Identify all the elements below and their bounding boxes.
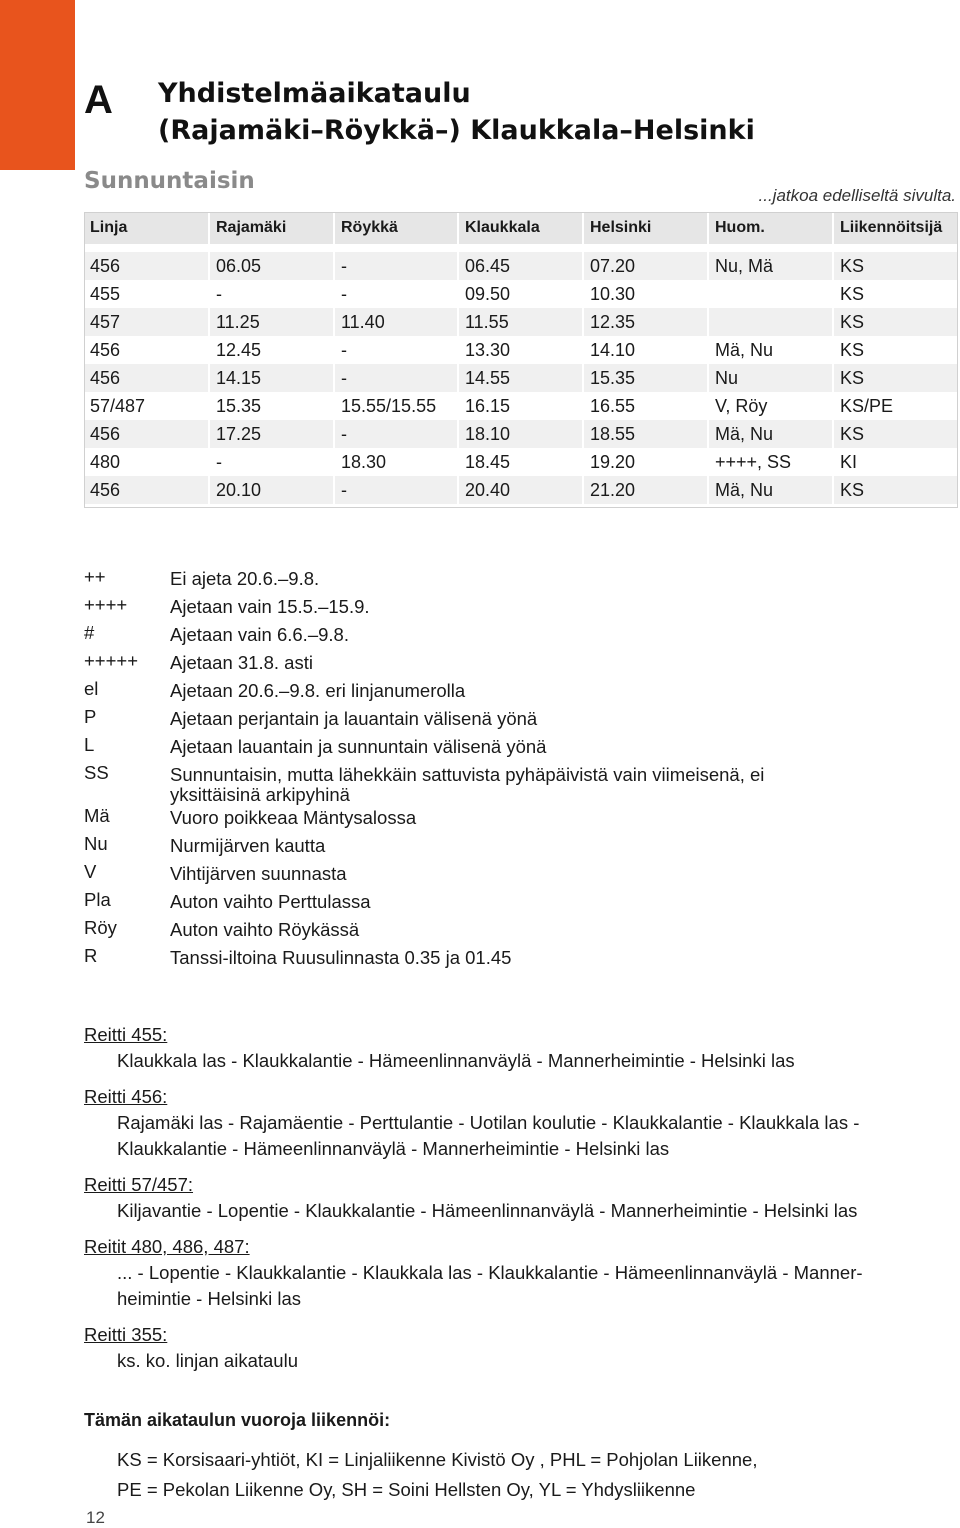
column-header: Liikennöitsijä (833, 212, 958, 244)
legend-item (84, 861, 830, 889)
operators-line-1: KS = Korsisaari-yhtiöt, KI = Linjaliikenne Kivistö Oy , PHL = Pohjolan Liikenne, (117, 1449, 758, 1470)
route-text: Rajamäki las - Rajamäentie - Perttulantie - Uotilan koulutie - Klaukkalantie - Klaukkala las - Klaukkalantie - Hämeenlinnanväylä - Mannerheimintie - Helsinki las (117, 1112, 860, 1159)
legend-key: SS (84, 762, 109, 783)
table-cell: 11.40 (334, 308, 458, 336)
table-cell: Mä, Nu (708, 420, 833, 448)
title-line-2: (Rajamäki–Röykkä–) Klaukkala–Helsinki (158, 115, 755, 146)
legend-key: Nu (84, 833, 108, 854)
legend-text: Tanssi-iltoina Ruusulinnasta 0.35 ja 01.45 (170, 947, 512, 968)
table-cell: KS (833, 364, 958, 392)
legend-key: P (84, 706, 97, 727)
route-heading: Reitti 456: (84, 1086, 168, 1107)
timetable-header (84, 212, 958, 244)
table-cell: - (209, 448, 334, 476)
column-header: Rajamäki (209, 212, 334, 244)
timetable (84, 212, 959, 504)
legend-item (84, 650, 830, 678)
legend-item (84, 622, 830, 650)
legend-key: R (84, 945, 98, 966)
table-cell: KI (833, 448, 958, 476)
legend-item (84, 734, 830, 762)
table-cell: KS/PE (833, 392, 958, 420)
table-cell: 13.30 (458, 336, 583, 364)
route-text: ... - Lopentie - Klaukkalantie - Klaukkala las - Klaukkalantie - Hämeenlinnanväylä - Manner- heimintie - Helsinki las (117, 1262, 863, 1309)
table-cell: - (334, 364, 458, 392)
table-cell: 10.30 (583, 280, 708, 308)
legend-text: Ajetaan vain 6.6.–9.8. (170, 624, 349, 645)
table-cell: 09.50 (458, 280, 583, 308)
table-row (84, 476, 958, 504)
section-tab (0, 0, 75, 170)
legend-text: Ei ajeta 20.6.–9.8. (170, 568, 320, 589)
table-cell: 14.15 (209, 364, 334, 392)
legend-key: ++++ (84, 594, 128, 615)
table-cell: - (334, 252, 458, 280)
page-number: 12 (86, 1508, 105, 1527)
table-cell: KS (833, 476, 958, 504)
continuation-note: ...jatkoa edelliseltä sivulta. (758, 186, 956, 205)
table-cell: 12.35 (583, 308, 708, 336)
legend-item (84, 706, 830, 734)
legend-item (84, 805, 830, 833)
route-heading: Reitit 480, 486, 487: (84, 1236, 250, 1257)
table-cell: - (334, 476, 458, 504)
table-cell: 18.45 (458, 448, 583, 476)
legend-key: L (84, 734, 95, 755)
table-row (84, 308, 958, 336)
table-cell: 14.10 (583, 336, 708, 364)
table-cell: 457 (84, 308, 209, 336)
table-cell: 19.20 (583, 448, 708, 476)
table-cell: KS (833, 336, 958, 364)
legend-key: ++ (84, 566, 106, 587)
table-row (84, 336, 958, 364)
route-block (84, 1084, 954, 1162)
legend-key: V (84, 861, 97, 882)
table-spacer (84, 244, 958, 252)
legend-key: el (84, 678, 99, 699)
table-cell: - (334, 336, 458, 364)
route-block (84, 1022, 954, 1074)
table-cell: 16.55 (583, 392, 708, 420)
table-cell: 18.30 (334, 448, 458, 476)
legend-text: Ajetaan 20.6.–9.8. eri linjanumerolla (170, 680, 466, 701)
legend-text: Auton vaihto Perttulassa (170, 891, 371, 912)
table-cell: 15.35 (209, 392, 334, 420)
legend-item (84, 833, 830, 861)
table-cell: 456 (84, 420, 209, 448)
table-cell: 456 (84, 476, 209, 504)
table-row (84, 280, 958, 308)
table-cell: Mä, Nu (708, 336, 833, 364)
route-heading: Reitti 355: (84, 1324, 168, 1345)
table-cell: KS (833, 308, 958, 336)
table-cell: - (334, 280, 458, 308)
table-row (84, 448, 958, 476)
table-cell: Nu (708, 364, 833, 392)
column-header: Klaukkala (458, 212, 583, 244)
table-cell: 455 (84, 280, 209, 308)
table-cell: 480 (84, 448, 209, 476)
legend-text: Ajetaan lauantain ja sunnuntain välisenä yönä (170, 736, 547, 757)
column-header: Linja (84, 212, 209, 244)
table-cell (708, 308, 833, 336)
route-text: ks. ko. linjan aikataulu (117, 1350, 298, 1371)
legend-key: Röy (84, 917, 117, 938)
table-cell: 11.55 (458, 308, 583, 336)
route-descriptions (84, 1022, 954, 1384)
table-cell: 17.25 (209, 420, 334, 448)
legend-text: Sunnuntaisin, mutta lähekkäin sattuvista pyhäpäivistä vain viimeisenä, ei yksittäisinä arkipyhinä (170, 764, 765, 805)
table-cell: KS (833, 252, 958, 280)
legend-notes (84, 566, 830, 973)
column-header: Helsinki (583, 212, 708, 244)
legend-text: Vihtijärven suunnasta (170, 863, 347, 884)
table-cell: 14.55 (458, 364, 583, 392)
table-cell: 06.45 (458, 252, 583, 280)
table-cell: KS (833, 280, 958, 308)
table-cell: 57/487 (84, 392, 209, 420)
legend-item (84, 917, 830, 945)
table-cell: 18.10 (458, 420, 583, 448)
table-cell: V, Röy (708, 392, 833, 420)
legend-key: Mä (84, 805, 110, 826)
table-cell: 11.25 (209, 308, 334, 336)
route-text: Klaukkala las - Klaukkalantie - Hämeenlinnanväylä - Mannerheimintie - Helsinki las (117, 1050, 795, 1071)
legend-key: +++++ (84, 650, 139, 671)
route-block (84, 1234, 954, 1312)
day-type-heading: Sunnuntaisin (84, 168, 255, 194)
table-cell: - (209, 280, 334, 308)
route-block (84, 1322, 954, 1374)
legend-item (84, 945, 830, 973)
table-cell: 456 (84, 364, 209, 392)
table-cell: Nu, Mä (708, 252, 833, 280)
table-cell: Mä, Nu (708, 476, 833, 504)
table-cell: KS (833, 420, 958, 448)
table-row (84, 364, 958, 392)
table-cell: 456 (84, 336, 209, 364)
legend-text: Vuoro poikkeaa Mäntysalossa (170, 807, 417, 828)
table-cell: 16.15 (458, 392, 583, 420)
table-cell: 15.35 (583, 364, 708, 392)
table-cell: 06.05 (209, 252, 334, 280)
legend-key: Pla (84, 889, 111, 910)
route-heading: Reitti 57/457: (84, 1174, 194, 1195)
legend-text: Ajetaan vain 15.5.–15.9. (170, 596, 370, 617)
table-cell: 07.20 (583, 252, 708, 280)
operators-line-2: PE = Pekolan Liikenne Oy, SH = Soini Hellsten Oy, YL = Yhdysliikenne (117, 1479, 696, 1500)
route-heading: Reitti 455: (84, 1024, 168, 1045)
table-cell: 12.45 (209, 336, 334, 364)
legend-text: Nurmijärven kautta (170, 835, 326, 856)
legend-text: Ajetaan perjantain ja lauantain välisenä yönä (170, 708, 538, 729)
table-row (84, 420, 958, 448)
legend-item (84, 889, 830, 917)
table-cell: 18.55 (583, 420, 708, 448)
section-letter: A (84, 78, 113, 122)
table-cell: 15.55/15.55 (334, 392, 458, 420)
operators-list (117, 1445, 757, 1505)
table-row (84, 392, 958, 420)
route-text: Kiljavantie - Lopentie - Klaukkalantie - Hämeenlinnanväylä - Mannerheimintie - Helsinki las (117, 1200, 858, 1221)
legend-item (84, 566, 830, 594)
legend-text: Auton vaihto Röykässä (170, 919, 360, 940)
legend-item (84, 678, 830, 706)
table-row (84, 252, 958, 280)
column-header: Röykkä (334, 212, 458, 244)
table-cell: 456 (84, 252, 209, 280)
legend-item (84, 594, 830, 622)
legend-key: # (84, 622, 95, 643)
table-cell (708, 280, 833, 308)
operators-heading: Tämän aikataulun vuoroja liikennöi: (84, 1410, 391, 1430)
table-cell: 20.40 (458, 476, 583, 504)
table-cell: - (334, 420, 458, 448)
column-header: Huom. (708, 212, 833, 244)
route-block (84, 1172, 954, 1224)
table-cell: 21.20 (583, 476, 708, 504)
table-cell: 20.10 (209, 476, 334, 504)
table-cell: ++++, SS (708, 448, 833, 476)
legend-text: Ajetaan 31.8. asti (170, 652, 313, 673)
title-line-1: Yhdistelmäaikataulu (158, 78, 471, 109)
legend-item (84, 762, 830, 805)
page-title (158, 75, 755, 149)
